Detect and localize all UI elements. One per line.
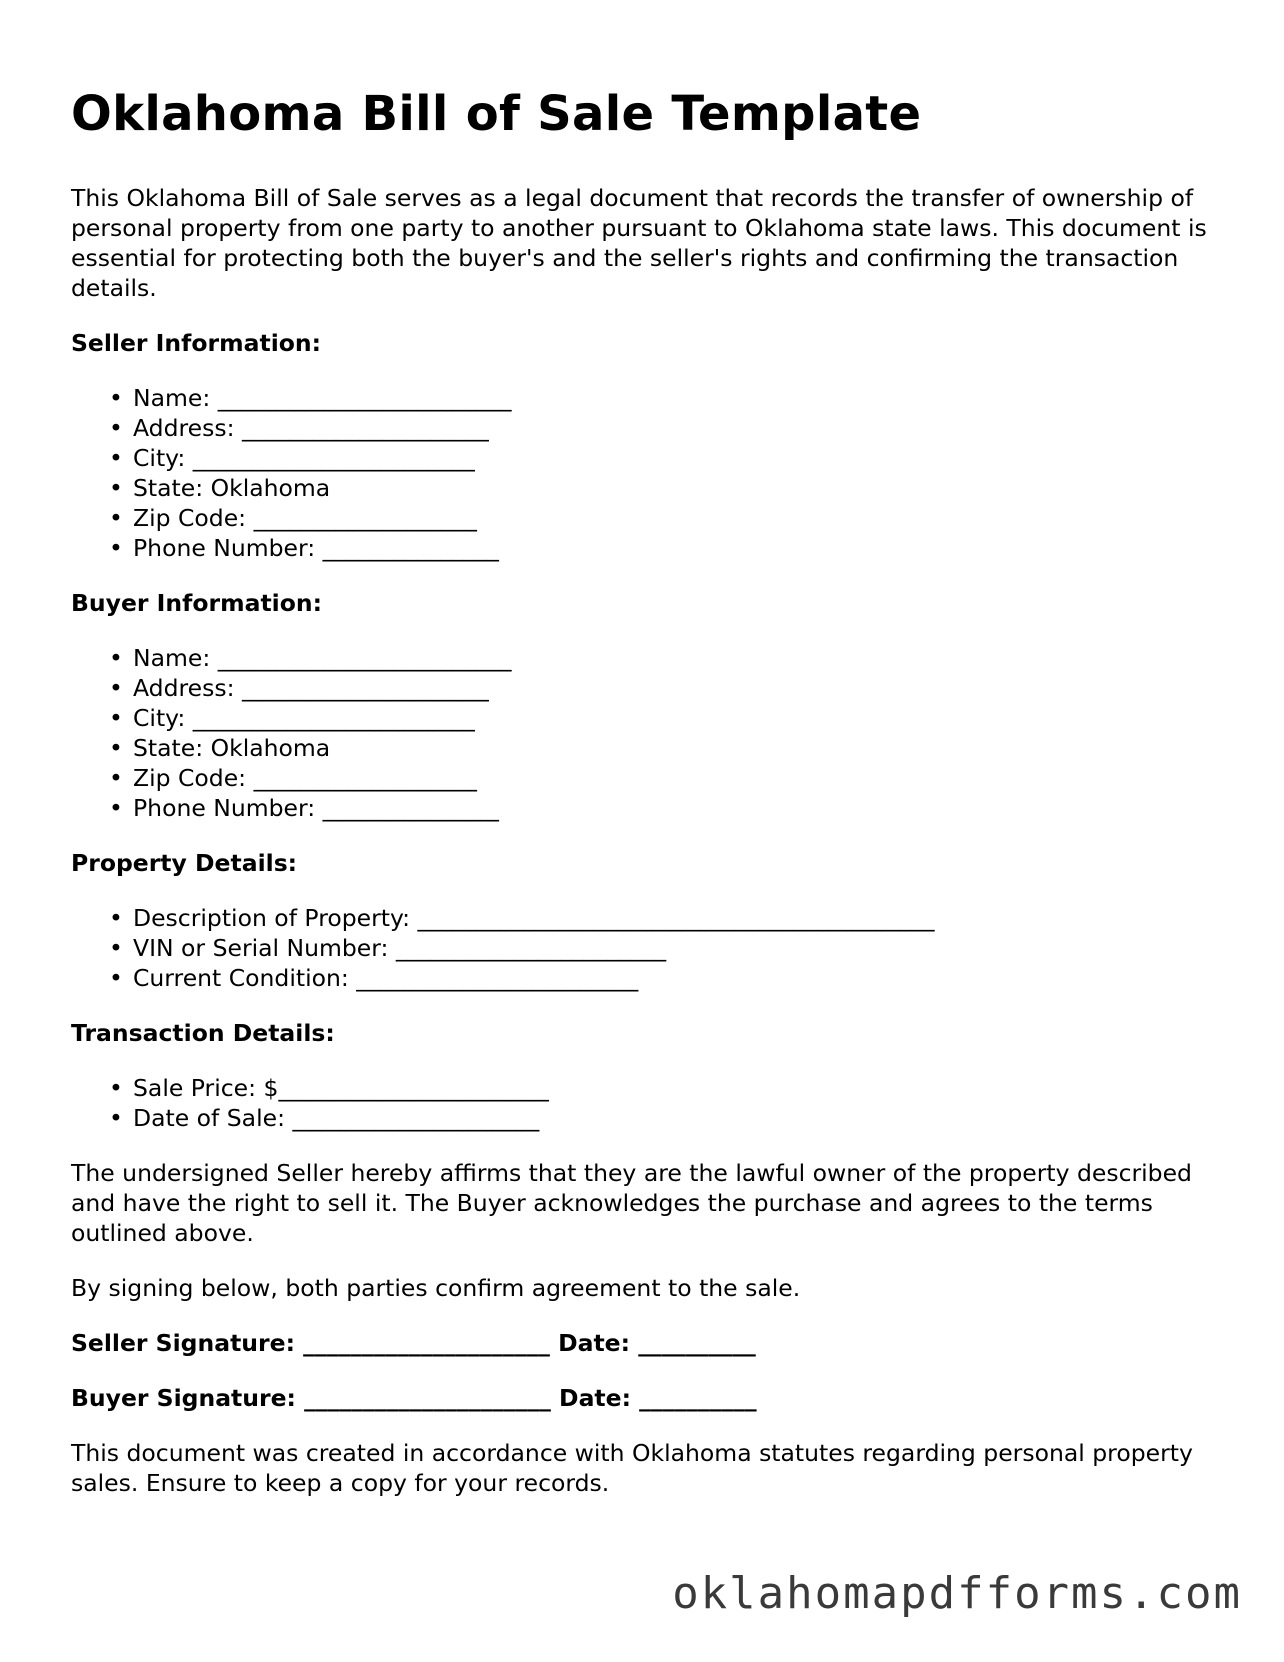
seller-city-field[interactable]: • City: ________________________ <box>109 444 475 472</box>
bullet-icon: • <box>109 384 123 412</box>
bullet-icon: • <box>109 504 123 532</box>
seller-signature-line[interactable]: Seller Signature: _____________________ Date: __________ <box>71 1329 756 1357</box>
bullet-icon: • <box>109 444 123 472</box>
bullet-icon: • <box>109 794 123 822</box>
bullet-icon: • <box>109 474 123 502</box>
buyer-section-heading: Buyer Information: <box>71 589 323 617</box>
seller-zip-field[interactable]: • Zip Code: ___________________ <box>109 504 477 532</box>
seller-address-field[interactable]: • Address: _____________________ <box>109 414 489 442</box>
seller-field-list <box>71 383 1221 563</box>
buyer-field-list <box>71 643 1221 823</box>
buyer-name-field[interactable]: • Name: _________________________ <box>109 644 512 672</box>
intro-paragraph: This Oklahoma Bill of Sale serves as a legal document that records the transfer of ownership of personal property from one party to another pursuant to Oklahoma state laws. This document is essential for protecting both the buyer's and the seller's rights and confirming the transaction details. <box>71 184 1207 302</box>
bullet-icon: • <box>109 764 123 792</box>
sale-date-field[interactable]: • Date of Sale: _____________________ <box>109 1104 540 1132</box>
bullet-icon: • <box>109 1074 123 1102</box>
buyer-phone-field[interactable]: • Phone Number: _______________ <box>109 794 499 822</box>
bullet-icon: • <box>109 644 123 672</box>
seller-phone-field[interactable]: • Phone Number: _______________ <box>109 534 499 562</box>
bullet-icon: • <box>109 704 123 732</box>
buyer-state-field: • State: Oklahoma <box>109 734 331 762</box>
bullet-icon: • <box>109 534 123 562</box>
property-condition-field[interactable]: • Current Condition: ________________________ <box>109 964 639 992</box>
bullet-icon: • <box>109 734 123 762</box>
footer-note: This document was created in accordance with Oklahoma statutes regarding personal property sales. Ensure to keep a copy for your records. <box>71 1439 1193 1497</box>
bullet-icon: • <box>109 904 123 932</box>
document-title: Oklahoma Bill of Sale Template <box>71 86 922 142</box>
seller-state-field: • State: Oklahoma <box>109 474 331 502</box>
affirmation-paragraph: The undersigned Seller hereby affirms that they are the lawful owner of the property described and have the right to sell it. The Buyer acknowledges the purchase and agrees to the terms outlined above. <box>71 1159 1192 1247</box>
seller-section-heading: Seller Information: <box>71 329 322 357</box>
buyer-address-field[interactable]: • Address: _____________________ <box>109 674 489 702</box>
property-vin-field[interactable]: • VIN or Serial Number: _______________________ <box>109 934 667 962</box>
sale-price-field[interactable]: • Sale Price: $_______________________ <box>109 1074 549 1102</box>
buyer-zip-field[interactable]: • Zip Code: ___________________ <box>109 764 477 792</box>
agreement-paragraph: By signing below, both parties confirm agreement to the sale. <box>71 1274 801 1302</box>
buyer-signature-line[interactable]: Buyer Signature: _____________________ Date: __________ <box>71 1384 757 1412</box>
bullet-icon: • <box>109 1104 123 1132</box>
document-body <box>71 183 1221 1498</box>
property-description-field[interactable]: • Description of Property: ____________________________________________ <box>109 904 935 932</box>
property-field-list <box>71 903 1221 993</box>
transaction-section-heading: Transaction Details: <box>71 1019 335 1047</box>
property-section-heading: Property Details: <box>71 849 298 877</box>
buyer-city-field[interactable]: • City: ________________________ <box>109 704 475 732</box>
bullet-icon: • <box>109 674 123 702</box>
bullet-icon: • <box>109 414 123 442</box>
transaction-field-list <box>71 1073 1221 1133</box>
bullet-icon: • <box>109 934 123 962</box>
site-watermark: oklahomapdfforms.com <box>672 1568 1242 1619</box>
seller-name-field[interactable]: • Name: _________________________ <box>109 384 512 412</box>
bullet-icon: • <box>109 964 123 992</box>
